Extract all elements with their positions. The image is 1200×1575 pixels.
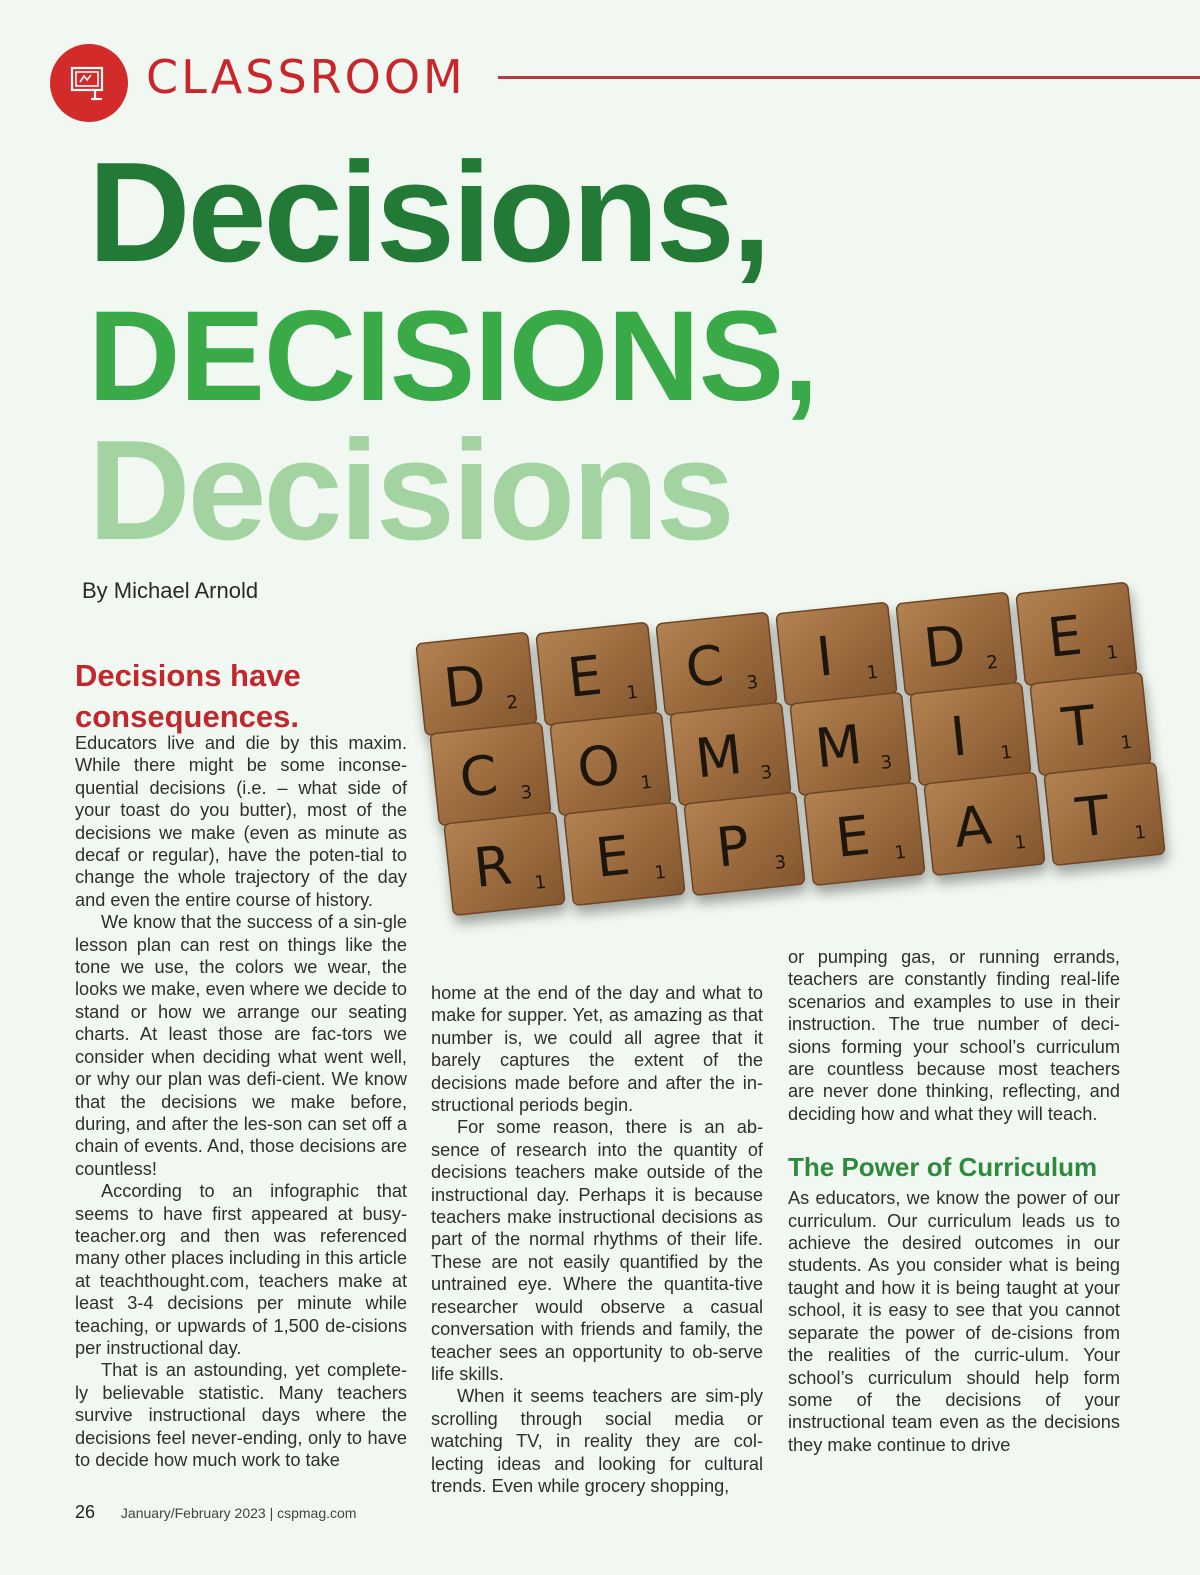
tile-letter: T bbox=[1073, 783, 1113, 850]
tile-score: 1 bbox=[533, 871, 548, 894]
tile-score: 3 bbox=[759, 761, 774, 784]
tile-letter: C bbox=[682, 633, 727, 700]
paragraph: When it seems teachers are sim-ply scrolling through social media or watching TV, in reality they are col-lecting ideas and looking for cultural trends. Even while grocery shopping, bbox=[431, 1386, 763, 1496]
issue-info: January/February 2023 | cspmag.com bbox=[120, 1505, 357, 1521]
tile-score: 1 bbox=[1119, 731, 1134, 754]
article-column-2 bbox=[431, 982, 763, 1497]
tile-score: 2 bbox=[505, 691, 520, 714]
scrabble-tile bbox=[910, 682, 1031, 785]
scrabble-tile bbox=[804, 782, 925, 885]
scrabble-tile bbox=[416, 632, 537, 735]
tile-score: 1 bbox=[1013, 831, 1028, 854]
tile-score: 3 bbox=[879, 751, 894, 774]
tile-letter: E bbox=[832, 803, 873, 870]
paragraph: home at the end of the day and what to make for supper. Yet, as amazing as that number is, we could all agree that it barely captures the extent of the decisions made before and after the in-structional periods begin. bbox=[431, 983, 763, 1116]
classroom-board-icon bbox=[50, 44, 128, 122]
scrabble-tile bbox=[896, 592, 1017, 695]
scrabble-tile bbox=[790, 692, 911, 795]
tile-letter: C bbox=[456, 743, 501, 810]
title-line-3: Decisions bbox=[88, 411, 732, 570]
tile-letter: E bbox=[1044, 603, 1085, 670]
title-line-1: Decisions, bbox=[88, 133, 769, 292]
tile-score: 1 bbox=[865, 661, 880, 684]
tile-score: 2 bbox=[985, 651, 1000, 674]
heading-power-of-curriculum: The Power of Curriculum bbox=[788, 1152, 1098, 1183]
scrabble-tile bbox=[564, 802, 685, 905]
tile-score: 1 bbox=[639, 771, 654, 794]
scrabble-tile bbox=[924, 772, 1045, 875]
heading-decisions-have-consequences: Decisions have consequences. bbox=[75, 658, 301, 734]
byline: By Michael Arnold bbox=[82, 578, 259, 603]
tile-score: 3 bbox=[773, 851, 788, 874]
paragraph: As educators, we know the power of our curriculum. Our curriculum leads us to achieve the desired outcomes in our students. As you consider what is being taught and how it is being taught at your school, it is easy to see that you cannot separate the power of de-cisions from the realities of the curric-ulum. Your school’s curriculum should help form some of the decisions of your instructional team even as the decisions they make continue to drive bbox=[788, 1188, 1120, 1455]
tile-letter: T bbox=[1059, 693, 1099, 760]
tile-score: 1 bbox=[625, 681, 640, 704]
scrabble-tile bbox=[776, 602, 897, 705]
scrabble-tile bbox=[550, 712, 671, 815]
paragraph: We know that the success of a sin-gle lesson plan can rest on things like the tone we use, the colors we wear, the looks we make, even where we decide to stand or how we arrange our seating charts. At least those are fac-tors we consider when deciding what went well, or why our plan was defi-cient. We know that the decisions we make before, during, and after the les-son can set off a chain of events. And, those decisions are countless! bbox=[75, 912, 407, 1179]
tile-letter: A bbox=[951, 793, 995, 860]
tile-letter: I bbox=[813, 624, 836, 689]
scrabble-tiles-photo bbox=[410, 570, 1180, 950]
title-line-2: DECISIONS, bbox=[88, 285, 818, 428]
tile-score: 3 bbox=[745, 671, 760, 694]
scrabble-tile bbox=[656, 612, 777, 715]
scrabble-tile bbox=[684, 792, 805, 895]
section-header bbox=[50, 44, 1160, 124]
paragraph: or pumping gas, or running errands, teachers are constantly finding real-life scenarios and examples to use in their instruction. The true number of deci-sions forming your school’s curriculum are countless because most teachers are never done thinking, reflecting, and deciding how and what they will teach. bbox=[788, 947, 1120, 1124]
tile-score: 1 bbox=[653, 861, 668, 884]
tile-letter: R bbox=[470, 833, 515, 900]
page-number: 26 bbox=[75, 1502, 96, 1522]
tile-letter: E bbox=[592, 823, 633, 890]
tile-score: 1 bbox=[893, 841, 908, 864]
scrabble-tile bbox=[670, 702, 791, 805]
tile-letter: E bbox=[564, 643, 605, 710]
scrabble-tile bbox=[536, 622, 657, 725]
paragraph: For some reason, there is an ab-sence of research into the quantity of decisions teachers make outside of the instructional day. Perhaps it is because teachers make instructional decisions as part of the normal rhythms of their life. These are not easily quantified by the untrained eye. Where the quantita-tive researcher would observe a casual conversation with friends and family, the teacher sees an opportunity to ob-serve life skills. bbox=[431, 1117, 763, 1384]
article-column-1 bbox=[75, 732, 407, 1471]
scrabble-tile bbox=[1030, 672, 1151, 775]
tile-letter: D bbox=[920, 613, 969, 681]
scrabble-tile bbox=[430, 722, 551, 825]
page-footer bbox=[75, 1502, 356, 1523]
paragraph: According to an infographic that seems to have first appeared at busy-teacher.org and then was referenced many other places including in this article at teachthought.com, teachers make at least 3-4 decisions per minute while teaching, or upwards of 1,500 de-cisions per instructional day. bbox=[75, 1181, 407, 1358]
tile-score: 1 bbox=[1105, 641, 1120, 664]
paragraph: Educators live and die by this maxim. While there might be some inconse-quential decisions (i.e. – what side of your toast do you butter), most of the decisions we make (even as minute as decaf or regular), have the poten-tial to change the whole trajectory of the day and even the entire course of history. bbox=[75, 733, 407, 910]
section-label: CLASSROOM bbox=[146, 50, 466, 104]
tile-letter: O bbox=[574, 733, 624, 801]
scrabble-tile bbox=[1016, 582, 1137, 685]
tile-score: 3 bbox=[519, 781, 534, 804]
scrabble-tile bbox=[1044, 762, 1165, 865]
scrabble-tile bbox=[444, 812, 565, 915]
tile-score: 1 bbox=[1133, 821, 1148, 844]
tile-letter: P bbox=[713, 813, 753, 880]
section-rule bbox=[498, 76, 1200, 79]
tile-letter: M bbox=[812, 712, 866, 781]
paragraph: That is an astounding, yet complete-ly believable statistic. Many teachers survive instructional days where the decisions feel never-ending, only to have to decide how much work to take bbox=[75, 1360, 407, 1470]
article-column-3 bbox=[788, 946, 1120, 1456]
tile-letter: M bbox=[692, 722, 746, 791]
tile-letter: I bbox=[947, 704, 970, 769]
tile-letter: D bbox=[440, 653, 489, 721]
tile-score: 1 bbox=[999, 741, 1014, 764]
